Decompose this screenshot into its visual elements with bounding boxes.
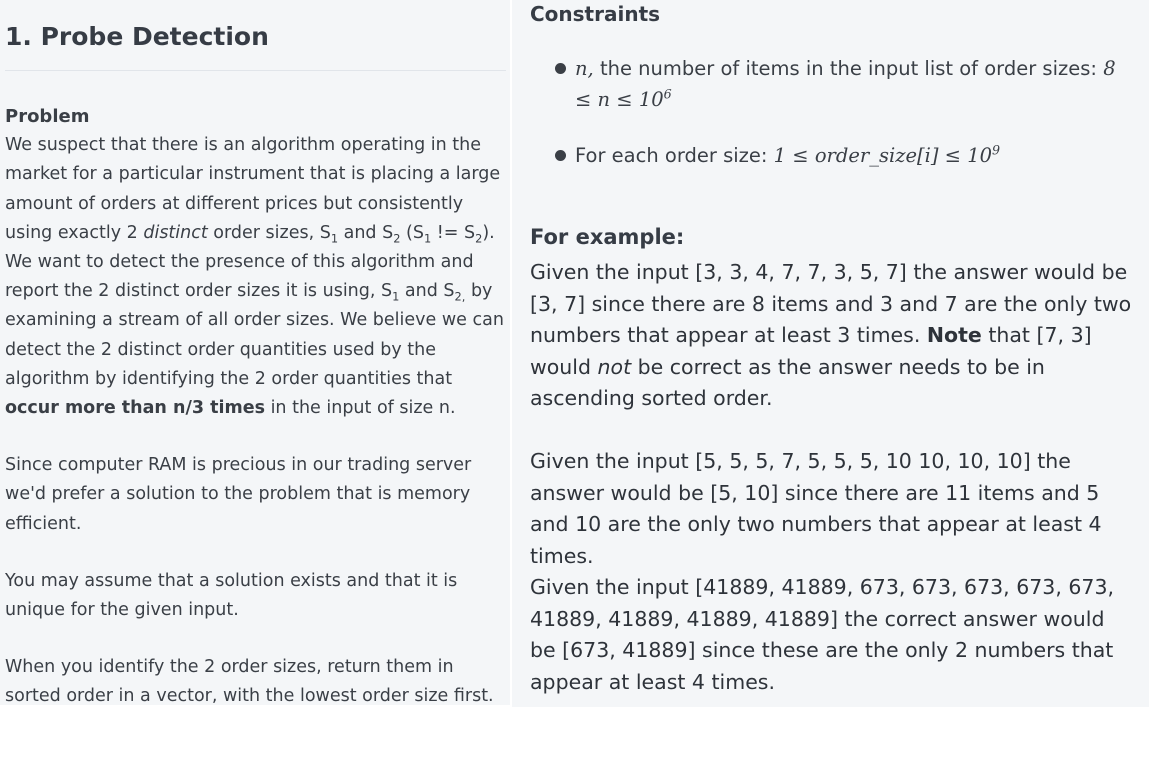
example-2: Given the input [5, 5, 5, 7, 5, 5, 5, 10 10, 10, 10] the answer would be [5, 10] since there are 11 items and 5 and 10 are the only two numbers that appear at least 4 times. (530, 449, 1102, 568)
problem-heading: Problem (5, 106, 90, 127)
constraints-panel (512, 0, 1149, 707)
constraints-heading: Constraints (530, 2, 661, 26)
problem-panel (0, 0, 510, 705)
problem-paragraph-1: We suspect that there is an algorithm operating in the market for a particular instrument that is placing a large amount of orders at different prices but consistently using exactly 2 distinct order sizes, $S_1$ and $S_2$ ($S_1$ != $S_2$). We want to detect the presence of this algorithm and report the 2 distinct order sizes it is using, $S_1$ and $S_{2,}$ by examining a stream of all order sizes. We believe we can detect the 2 distinct order quantities used by the algorithm by identifying the 2 order quantities that occur more than n/3 times in the input of size n. (5, 135, 504, 419)
example-1: Given the input [3, 3, 4, 7, 7, 3, 5, 7] the answer would be [3, 7] since there are 8 items and 3 and 7 are the only two numbers that appear at least 3 times. Note that [7, 3] would not be correct as the answer needs to be in ascending sorted order. (530, 260, 1132, 410)
page-title: 1. Probe Detection (5, 22, 269, 51)
constraints-list (530, 53, 1130, 115)
bullet-icon (555, 150, 566, 161)
constraints-list-2 (530, 140, 1130, 171)
example-3: Given the input [41889, 41889, 673, 673, 673, 673, 673, 41889, 41889, 41889, 41889] the correct answer would be [673, 41889] since these are the only 2 numbers that appear at least 4 times. (530, 575, 1115, 694)
title-divider (5, 70, 506, 71)
problem-paragraph-3: You may assume that a solution exists and that it is unique for the given input. (5, 570, 458, 621)
example-heading: For example: (530, 225, 685, 249)
problem-paragraph-2: Since computer RAM is precious in our trading server we'd prefer a solution to the problem that is memory efficient. (5, 455, 472, 534)
problem-paragraph-4: When you identify the 2 order sizes, return them in sorted order in a vector, with the lowest order size first. (5, 657, 494, 707)
bullet-icon (555, 63, 566, 74)
problem-body (5, 102, 505, 712)
constraint-item-order-size: For each order size: 1 ≤ order_size[i] ≤ $10^9$ (530, 140, 1130, 171)
constraint-item-n: n, the number of items in the input list of order sizes: $8 \le n \le 10^6$ (530, 53, 1130, 115)
